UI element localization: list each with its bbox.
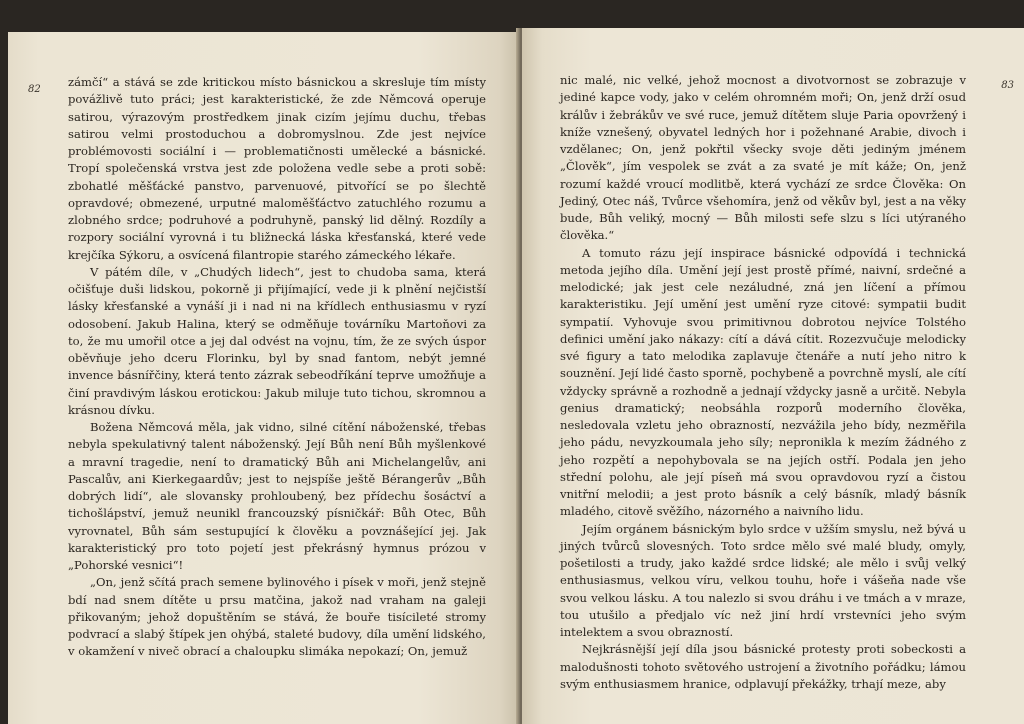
paragraph: A tomuto rázu její inspirace básnické odpovídá i technická metoda jejího díla. Umění její jest prostě přímé, naivní, srdečné a melodické; jak jest cele nezáludné, zná jen líčení a přímou karakteristiku. Její umění jest umění ryze citové: sympatii budit sympatií. Vyhovuje svou primitivnou dobrotou nejvíce Tolstého definici umění jako nákazy: cítí a dává cítit. Rozezvučuje melodicky své figury a tato melodika zaplavuje čtenáře a nutí jeho nitro k souznění. Její lidé často sporně, pochybeně a povrchně myslí, ale cítí vždycky správně a rozhodně a jednají vždycky jasně a určitě. Nebyla genius dramatický; neobsáhla rozporů moderního člověka, nesledovala vzletu jeho obrazností, nezvážila jeho bídy, nezměřila jeho pádu, nevyzkoumala jeho síly; nepronikla k mezím žádného z jeho rozpětí a nepohybovala se na jejích ostří. Podala jen jeho střední polohu, ale její píseň má svou opravdovou ryzí a čistou vnitřní melodii; a jest proto básník a celý básník, mladý básník mladého, citově svěžího, názorného a naivního lidu. [560, 245, 966, 519]
right-page [522, 28, 1024, 724]
right-page-text [560, 72, 966, 693]
paragraph: V pátém díle, v „Chudých lidech“, jest to chudoba sama, která očišťuje duši lidskou, pokorně ji přijímající, vede ji k plnění nejčistší lásky křesťanské a vynáší ji i nad ni na křídlech enthusiasmu v ryzí odosobení. Jakub Halina, který se odměňuje továrníku Martoňovi za to, že mu umořil otce a jej dal odvést na vojnu, tím, že ze svých úspor oběvňuje jeho dceru Florinku, byl by snad fantom, nebýt jemné invence básnířčiny, která tento zázrak sebeodříkání teprve umožňuje a činí pravdivým láskou erotickou: Jakub miluje tuto tichou, skromnou a krásnou dívku. [68, 264, 486, 417]
left-page-text [68, 74, 486, 661]
paragraph: Nejkrásnější její díla jsou básnické protesty proti sobeckosti a malodušnosti tohoto světového ustrojení a životního pořádku; lámou svým enthusiasmem hranice, odplavují překážky, trhají meze, aby [560, 642, 966, 691]
paragraph: zámčí“ a stává se zde kritickou místo básnickou a skresluje tím místy povážlivě tuto práci; jest karakteristické, že zde Němcová operuje satirou, výrazovým prostředkem jinak cizím jejímu duchu, třebas satirou velmi prostoduchou a dobromyslnou. Zde jest nejvíce problémovosti sociální i — problematičnosti umělecké a básnické. Tropí společenská vrstva jest zde položena vedle sebe a proti sobě: zbohatlé měšťácké panstvo, parvenuové, pitvořící se po šlechtě opravdové; obmezené, urputné maloměšťáctvo zatuchlého rozumu a zlobného srdce; podruhové a podruhyně, panský lid dělný. Rozdíly a rozpory sociální vyrovná i tu bližnecká láska křesťanská, které vede krejčíka Sýkoru, a osvícená filantropie starého zámeckého lékaře. [68, 75, 486, 262]
page-number-right: 83 [1001, 80, 1014, 91]
paragraph: Jejím orgánem básnickým bylo srdce v užším smyslu, než bývá u jiných tvůrců slovesných. Toto srdce mělo své malé bludy, omyly, pošetilosti a trudy, jako každé srdce lidské; ale mělo i svůj velký enthusiasmus, velkou víru, velkou touhu, hoře i vášeňa nade vše svou velkou lásku. A tou nalezlo si svou dráhu i ve tmách a v mraze, tou utušilo a předjalo víc než jiní hrdí vrstevníci jeho svým intelektem a svou obrazností. [560, 521, 966, 639]
paragraph: „On, jenž sčítá prach semene bylinového i písek v moři, jenž stejně bdí nad snem dítěte u prsu matčina, jakož nad vraham na galeji přikovaným; jehož dopuštěním se stává, že bouře tisícileté stromy podvrací a slabý štípek jen ohýbá, staleté budovy, díla umění lidského, v okamžení v niveč obrací a chaloupku slimáka nepokazí; On, jemuž [68, 575, 486, 659]
left-page [8, 32, 520, 724]
page-number-left: 82 [28, 84, 41, 95]
paragraph: nic malé, nic velké, jehož mocnost a divotvornost se zobrazuje v jediné kapce vody, jako v celém ohromném moři; On, jenž drží osud králův i žebrákův ve své ruce, jemuž dítětem sluje Paria opovržený i kníže vznešený, obyvatel ledných hor i požehnané Arabie, divoch i vzdělanec; On, jenž pokřtil všecky svoje děti jediným jménem „Člověk“, jím vespolek se zvát a za svaté je mít káže; On, jenž rozumí každé vroucí modlitbě, která vychází ze srdce Člověka: On Jediný, Otec náš, Tvůrce všehomíra, jenž od věkův byl, jest a na věky bude, Bůh veliký, mocný — Bůh milosti sefe slzu s líci utýraného člověka.“ [560, 73, 966, 243]
paragraph: Božena Němcová měla, jak vidno, silné cítění náboženské, třebas nebyla spekulativný talent náboženský. Její Bůh není Bůh myšlenkové a mravní tragedie, není to dramatický Bůh ani Michelangelův, ani Pascalův, ani Kierkegaardův; jest to nejspíše ještě Bérangerův „Bůh dobrých lidí“, ale slovansky prohloubený, bez přídechu šosáctví a tichošlápství, jemuž neunikl francouzský písničkář: Bůh Otec, Bůh vyrovnatel, Bůh sám sestupující k člověku a povznášející jej. Jak karakteristický pro toto pojetí jest překrásný hymnus prózou v „Pohorské vesnici“! [68, 420, 486, 572]
